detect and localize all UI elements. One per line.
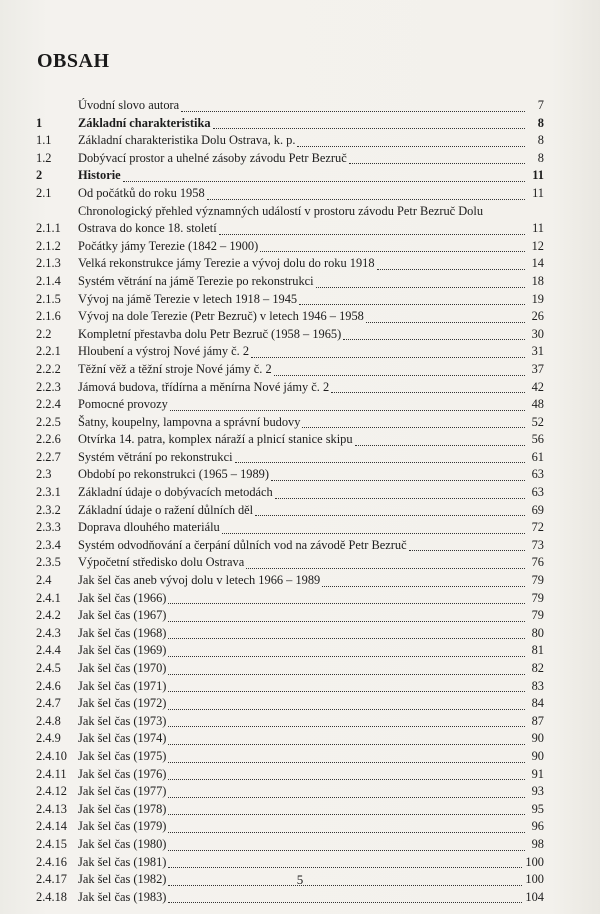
toc-entry-page: 96: [531, 819, 544, 834]
toc-entry: [36, 607, 544, 625]
toc-entry: [36, 361, 544, 379]
toc-entry-title: Šatny, koupelny, lampovna a správní budovy: [78, 414, 301, 429]
toc-entry-number: 2.2.3: [36, 379, 61, 394]
dot-leader: [168, 797, 525, 798]
toc-entry-page: 100: [525, 872, 544, 887]
toc-entry: [36, 484, 544, 502]
toc-entry: [36, 678, 544, 696]
toc-entry: [36, 625, 544, 643]
toc-entry-number: 2.4.12: [36, 784, 67, 799]
dot-leader: [168, 638, 525, 639]
toc-entry-title: Jak šel čas (1972): [78, 696, 167, 711]
toc-entry-page: 80: [531, 625, 544, 640]
dot-leader: [168, 726, 525, 727]
dot-leader: [274, 375, 525, 376]
toc-entry-number: 2.4.6: [36, 678, 61, 693]
dot-leader: [123, 181, 525, 182]
toc-entry-number: 2: [36, 168, 43, 183]
toc-entry-title-continued: Ostrava do konce 18. století: [78, 221, 217, 236]
toc-entry: [36, 291, 544, 309]
toc-entry: [36, 748, 544, 766]
toc-entry-number: 2.4.15: [36, 836, 67, 851]
dot-leader: [260, 251, 525, 252]
dot-leader: [168, 674, 525, 675]
toc-entry-number: 2.4.18: [36, 889, 67, 904]
toc-entry-number: 2.1.1: [36, 221, 61, 236]
toc-entry-title: Jak šel čas (1968): [78, 625, 167, 640]
toc-entry-title: Otvírka 14. patra, komplex náraží a plnicí stanice skipu: [78, 432, 353, 447]
toc-entry-title: Chronologický přehled významných událostí v prostoru závodu Petr Bezruč Dolu: [78, 203, 484, 218]
toc-entry: [36, 818, 544, 836]
toc-entry: [36, 572, 544, 590]
dot-leader: [271, 480, 525, 481]
toc-entry-title: Jak šel čas (1983): [78, 889, 167, 904]
toc-entry-page: 26: [531, 309, 544, 324]
toc-entry-title: Jak šel čas (1974): [78, 731, 167, 746]
toc-entry-page: 61: [531, 449, 544, 464]
toc-entry: [36, 203, 544, 238]
toc-entry: [36, 185, 544, 203]
dot-leader: [219, 234, 525, 235]
toc-entry-number: 2.4.11: [36, 766, 67, 781]
toc-entry-page: 11: [532, 185, 544, 200]
toc-entry: [36, 713, 544, 731]
toc-entry-title: Doprava dlouhého materiálu: [78, 520, 220, 535]
table-of-contents: [36, 97, 544, 906]
toc-entry-number: 2.1.6: [36, 309, 61, 324]
toc-entry-page: 18: [531, 273, 544, 288]
toc-entry-number: 2.3.1: [36, 485, 61, 500]
toc-entry-title: Pomocné provozy: [78, 397, 168, 412]
toc-entry-number: 2.1.2: [36, 238, 61, 253]
toc-entry-page: 52: [531, 414, 544, 429]
dot-leader: [322, 586, 525, 587]
toc-entry-page: 42: [531, 379, 544, 394]
toc-entry-page: 14: [531, 256, 544, 271]
toc-entry: [36, 150, 544, 168]
toc-entry-title: Systém větrání po rekonstrukci: [78, 449, 233, 464]
toc-entry-page: 63: [531, 467, 544, 482]
toc-entry-page: 63: [531, 485, 544, 500]
toc-entry-title: Kompletní přestavba dolu Petr Bezruč (1958 – 1965): [78, 326, 342, 341]
toc-entry-page: 81: [531, 643, 544, 658]
toc-entry: [36, 466, 544, 484]
toc-entry-page: 79: [531, 590, 544, 605]
toc-entry-number: 2.4.10: [36, 748, 67, 763]
toc-entry-page: 7: [537, 98, 544, 112]
toc-entry: [36, 167, 544, 185]
toc-entry-title: Jak šel čas (1982): [78, 872, 167, 887]
toc-entry: [36, 431, 544, 449]
dot-leader: [377, 269, 525, 270]
page-title: OBSAH: [37, 50, 110, 72]
toc-entry-number: 2.4.4: [36, 643, 61, 658]
toc-entry-title: Vývoj na dole Terezie (Petr Bezruč) v letech 1946 – 1958: [78, 309, 364, 324]
toc-entry-title: Jak šel čas (1980): [78, 836, 167, 851]
dot-leader: [170, 410, 525, 411]
toc-entry-number: 2.4.9: [36, 731, 61, 746]
toc-entry: [36, 97, 544, 115]
toc-entry: [36, 695, 544, 713]
toc-entry-number: 2.2.1: [36, 344, 61, 359]
toc-entry-page: 104: [525, 889, 544, 904]
toc-entry: [36, 449, 544, 467]
dot-leader: [168, 744, 525, 745]
toc-entry-number: 1.2: [36, 150, 52, 165]
toc-entry-number: 2.1.5: [36, 291, 61, 306]
dot-leader: [168, 603, 525, 604]
toc-entry-title: Systém větrání na jámě Terezie po rekonstrukci: [78, 273, 314, 288]
toc-entry-page: 76: [531, 555, 544, 570]
toc-entry-number: 2.4.16: [36, 854, 67, 869]
toc-entry-page: 8: [537, 150, 544, 165]
toc-entry-number: 2.4.5: [36, 661, 61, 675]
toc-entry: [36, 660, 544, 678]
toc-entry-number: 2.3.2: [36, 502, 61, 517]
toc-entry-number: 2.3.5: [36, 555, 61, 570]
toc-entry-page: 8: [537, 133, 544, 148]
toc-entry: [36, 537, 544, 555]
dot-leader: [168, 902, 522, 903]
toc-entry-number: 2.3.4: [36, 537, 61, 552]
toc-entry-page: 12: [531, 238, 544, 253]
dot-leader: [168, 656, 525, 657]
toc-entry-page: 31: [531, 344, 544, 359]
toc-entry-number: 2.2: [36, 326, 52, 341]
dot-leader: [275, 498, 525, 499]
toc-entry: [36, 519, 544, 537]
toc-entry-title: Základní charakteristika: [78, 115, 211, 130]
toc-entry-page: 56: [531, 432, 544, 447]
toc-entry-title: Jak šel čas (1967): [78, 608, 167, 623]
toc-entry-title: Hloubení a výstroj Nové jámy č. 2: [78, 344, 250, 359]
toc-entry: [36, 255, 544, 273]
dot-leader: [168, 814, 525, 815]
dot-leader: [168, 850, 525, 851]
toc-entry-title: Dobývací prostor a uhelné zásoby závodu Petr Bezruč: [78, 150, 347, 165]
toc-entry: [36, 379, 544, 397]
toc-entry: [36, 836, 544, 854]
toc-entry: [36, 396, 544, 414]
toc-entry-page: 84: [531, 696, 544, 711]
toc-entry-page: 95: [531, 801, 544, 816]
toc-entry: [36, 273, 544, 291]
toc-entry-title: Jak šel čas (1969): [78, 643, 167, 658]
toc-entry-page: 11: [532, 168, 544, 183]
toc-entry-title: Jak šel čas aneb vývoj dolu v letech 1966 – 1989: [78, 573, 321, 588]
toc-entry: [36, 590, 544, 608]
toc-entry-page: 79: [531, 573, 544, 588]
toc-entry-page: 90: [531, 731, 544, 746]
dot-leader: [343, 339, 525, 340]
toc-entry-page: 93: [531, 784, 544, 799]
toc-entry-number: 2.4: [36, 573, 52, 588]
toc-entry-number: 2.1.3: [36, 256, 61, 271]
dot-leader: [168, 709, 525, 710]
toc-entry-page: 19: [531, 291, 544, 306]
toc-entry-title: Vývoj na jámě Terezie v letech 1918 – 1945: [78, 291, 298, 306]
dot-leader: [168, 779, 525, 780]
dot-leader: [331, 392, 525, 393]
toc-entry: [36, 238, 544, 256]
toc-entry-title: Úvodní slovo autora: [78, 98, 180, 112]
toc-entry-title: Velká rekonstrukce jámy Terezie a vývoj dolu do roku 1918: [78, 256, 375, 271]
toc-entry-title: Jak šel čas (1976): [78, 766, 167, 781]
toc-entry-title: Základní charakteristika Dolu Ostrava, k. p.: [78, 133, 296, 148]
toc-entry-page: 48: [531, 397, 544, 412]
toc-entry-number: 1: [36, 115, 43, 130]
dot-leader: [297, 146, 525, 147]
toc-entry-title: Jak šel čas (1966): [78, 590, 167, 605]
dot-leader: [299, 304, 525, 305]
toc-entry-title: Období po rekonstrukci (1965 – 1989): [78, 467, 269, 482]
page-number: 5: [296, 872, 304, 887]
toc-entry-title: Jak šel čas (1975): [78, 748, 167, 763]
toc-entry-title: Základní údaje o ražení důlních děl: [78, 502, 254, 517]
toc-entry-page: 30: [531, 326, 544, 341]
toc-entry-page: 100: [525, 854, 544, 869]
toc-entry-title: Jak šel čas (1971): [78, 678, 167, 693]
toc-entry-page: 90: [531, 748, 544, 763]
dot-leader: [366, 322, 525, 323]
dot-leader: [246, 568, 525, 569]
dot-leader: [251, 357, 525, 358]
dot-leader: [168, 867, 522, 868]
toc-entry-number: 2.4.13: [36, 801, 67, 816]
toc-entry-number: 2.4.7: [36, 696, 61, 711]
toc-entry-page: 72: [531, 520, 544, 535]
toc-entry-title: Jámová budova, třídírna a měnírna Nové jámy č. 2: [78, 379, 330, 394]
toc-entry-number: 2.4.8: [36, 713, 61, 728]
toc-entry-title: Systém odvodňování a čerpání důlních vod na závodě Petr Bezruč: [78, 537, 407, 552]
toc-entry: [36, 115, 544, 133]
toc-entry-title: Jak šel čas (1981): [78, 854, 167, 869]
dot-leader: [168, 691, 525, 692]
toc-entry-title: Těžní věž a těžní stroje Nové jámy č. 2: [78, 361, 272, 376]
dot-leader: [222, 533, 525, 534]
toc-entry-title: Jak šel čas (1973): [78, 713, 167, 728]
toc-entry-page: 82: [531, 661, 544, 675]
toc-entry: [36, 889, 544, 907]
toc-entry-title: Jak šel čas (1979): [78, 819, 167, 834]
toc-entry: [36, 854, 544, 872]
toc-entry-page: 79: [531, 608, 544, 623]
toc-entry: [36, 502, 544, 520]
toc-entry-number: 2.2.6: [36, 432, 61, 447]
toc-entry-page: 91: [531, 766, 544, 781]
toc-entry-number: 2.4.2: [36, 608, 61, 623]
toc-entry-title: Výpočetní středisko dolu Ostrava: [78, 555, 245, 570]
toc-entry: [36, 414, 544, 432]
toc-entry-number: 2.4.14: [36, 819, 67, 834]
toc-entry-number: 2.2.4: [36, 397, 61, 412]
toc-entry-number: 2.4.17: [36, 872, 67, 887]
toc-entry: [36, 783, 544, 801]
toc-entry: [36, 801, 544, 819]
toc-entry-number: 1.1: [36, 133, 52, 148]
toc-entry-title: Počátky jámy Terezie (1842 – 1900): [78, 238, 259, 253]
toc-entry: [36, 343, 544, 361]
toc-entry: [36, 730, 544, 748]
toc-entry-title: Jak šel čas (1978): [78, 801, 167, 816]
toc-entry: [36, 308, 544, 326]
dot-leader: [213, 128, 525, 129]
dot-leader: [181, 111, 525, 112]
toc-entry-number: 2.2.2: [36, 361, 61, 376]
dot-leader: [168, 832, 525, 833]
toc-entry-page: 83: [531, 678, 544, 693]
toc-entry: [36, 766, 544, 784]
toc-entry-number: 2.3.3: [36, 520, 61, 535]
toc-entry-page: 37: [531, 361, 544, 376]
toc-entry-number: 2.1.4: [36, 273, 61, 288]
dot-leader: [316, 287, 525, 288]
toc-entry: [36, 642, 544, 660]
toc-entry-number: 2.3: [36, 467, 52, 482]
toc-entry-number: 2.1: [36, 185, 52, 200]
toc-entry-page: 98: [531, 836, 544, 851]
toc-entry: [36, 326, 544, 344]
toc-entry-number: 2.4.1: [36, 590, 61, 605]
dot-leader: [349, 163, 525, 164]
toc-entry-page: 73: [531, 537, 544, 552]
toc-entry-number: 2.2.5: [36, 414, 61, 429]
toc-entry-title: Jak šel čas (1977): [78, 784, 167, 799]
toc-entry-page: 87: [531, 713, 544, 728]
toc-entry-title: Od počátků do roku 1958: [78, 185, 205, 200]
dot-leader: [255, 515, 525, 516]
dot-leader: [235, 462, 525, 463]
dot-leader: [355, 445, 525, 446]
dot-leader: [168, 762, 525, 763]
toc-entry-number: 2.2.7: [36, 449, 61, 464]
dot-leader: [207, 199, 525, 200]
toc-entry-title: Základní údaje o dobývacích metodách: [78, 485, 273, 500]
toc-entry-page: 11: [532, 221, 544, 236]
toc-entry-title: Historie: [78, 168, 121, 183]
toc-entry-page: 69: [531, 502, 544, 517]
toc-entry: [36, 132, 544, 150]
dot-leader: [409, 550, 525, 551]
dot-leader: [302, 427, 525, 428]
toc-entry-number: 2.4.3: [36, 625, 61, 640]
toc-entry-page: 8: [537, 115, 544, 130]
dot-leader: [168, 621, 525, 622]
toc-entry: [36, 554, 544, 572]
toc-entry-title: Jak šel čas (1970): [78, 661, 167, 675]
